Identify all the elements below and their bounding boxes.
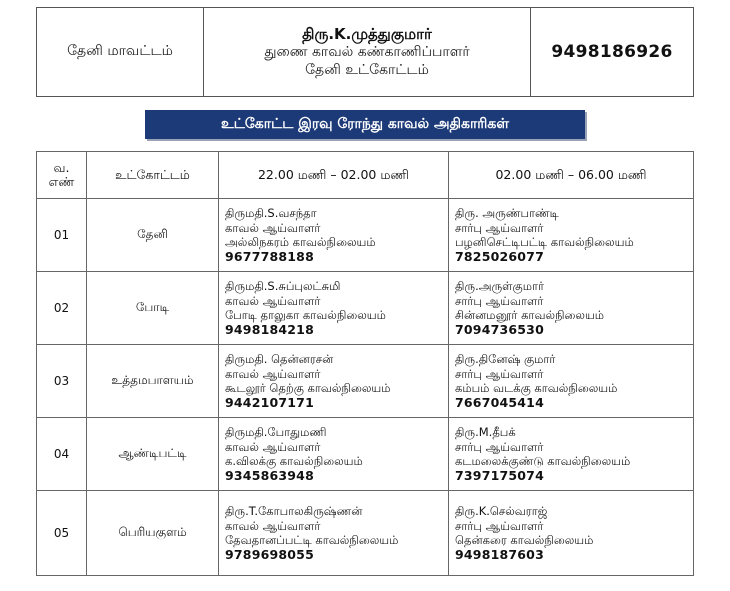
officer-phone: 9498184218 [225, 321, 314, 337]
shift2-officer [449, 418, 694, 491]
shift2-officer [449, 272, 694, 345]
officer-rank: சார்பு ஆய்வாளர் [455, 293, 544, 308]
officer-rank: சார்பு ஆய்வாளர் [455, 366, 544, 381]
shift2-officer [449, 345, 694, 418]
row-subdivision: ஆண்டிபட்டி [87, 418, 219, 491]
officer-rank: சார்பு ஆய்வாளர் [455, 220, 544, 235]
row-subdivision: பெரியகுளம் [87, 491, 219, 576]
officer-name: திரு.K.செல்வராஜ் [455, 504, 548, 518]
officer-station: பழனிசெட்டிபட்டி காவல்நிலையம் [455, 235, 634, 249]
officer-phone: 7825026077 [455, 248, 544, 264]
shift1-officer [219, 418, 449, 491]
table-row [37, 272, 694, 345]
shift1-officer [219, 199, 449, 272]
officer-name: திரு.T.கோபாலகிருஷ்ணன் [225, 504, 363, 518]
header-table [36, 7, 694, 97]
officer-rank: காவல் ஆய்வாளர் [225, 518, 321, 533]
officer-phone: 9789698055 [225, 546, 314, 562]
shift1-officer [219, 272, 449, 345]
officer-phone: 9442107171 [225, 394, 314, 410]
officer-station: அல்லிநகரம் காவல்நிலையம் [225, 235, 376, 249]
row-subdivision: உத்தமபாளயம் [87, 345, 219, 418]
officer-name: திரு.K.முத்துகுமார் [302, 25, 432, 43]
officer-rank: சார்பு ஆய்வாளர் [455, 518, 544, 533]
officer-station: கூடலூர் தெற்கு காவல்நிலையம் [225, 381, 391, 395]
officer-station: போடி தாலுகா காவல்நிலையம் [225, 308, 386, 322]
officer-rank: காவல் ஆய்வாளர் [225, 220, 321, 235]
officer-name: திருமதி. தென்னரசன் [225, 352, 334, 366]
row-sno: 02 [37, 272, 87, 345]
officer-phone: 9345863948 [225, 467, 314, 483]
officer-station: தேவதானப்பட்டி காவல்நிலையம் [225, 533, 399, 547]
row-sno: 05 [37, 491, 87, 576]
officer-station: கம்பம் வடக்கு காவல்நிலையம் [455, 381, 618, 395]
row-subdivision: தேனி [87, 199, 219, 272]
officer-phone: 7094736530 [455, 321, 544, 337]
shift1-officer [219, 345, 449, 418]
officer-name: திருமதி.S.வசந்தா [225, 206, 317, 220]
officer-phone: 9498187603 [455, 546, 544, 562]
officer-name: திரு.தினேஷ் குமார் [455, 352, 556, 366]
officer-rank: சார்பு ஆய்வாளர் [455, 439, 544, 454]
section-banner: உட்கோட்ட இரவு ரோந்து காவல் அதிகாரிகள் [145, 110, 585, 139]
row-sno: 04 [37, 418, 87, 491]
patrol-officers-table [36, 151, 694, 576]
header-shift-1: 22.00 மணி – 02.00 மணி [219, 152, 449, 199]
officer-rank: காவல் ஆய்வாளர் [225, 366, 321, 381]
shift1-officer [219, 491, 449, 576]
row-sno: 01 [37, 199, 87, 272]
table-row [37, 491, 694, 576]
officer-designation: துணை காவல் கண்காணிப்பாளர் [264, 44, 470, 60]
row-sno: 03 [37, 345, 87, 418]
officer-block [204, 8, 531, 97]
officer-station: கடமலைக்குண்டு காவல்நிலையம் [455, 454, 631, 468]
shift2-officer [449, 199, 694, 272]
row-subdivision: போடி [87, 272, 219, 345]
officer-phone: 7397175074 [455, 467, 544, 483]
table-row [37, 418, 694, 491]
officer-rank: காவல் ஆய்வாளர் [225, 439, 321, 454]
officer-name: திருமதி.S.சுப்புலட்சுமி [225, 279, 341, 293]
officer-name: திரு.அருள்குமார் [455, 279, 544, 293]
officer-station: க.விலக்கு காவல்நிலையம் [225, 454, 363, 468]
header-sno: வ. எண் [37, 152, 87, 199]
officer-phone: 7667045414 [455, 394, 544, 410]
officer-subdivision: தேனி உட்கோட்டம் [305, 62, 429, 78]
officer-station: தென்கரை காவல்நிலையம் [455, 533, 594, 547]
officer-name: திருமதி.போதுமணி [225, 425, 327, 439]
table-row [37, 199, 694, 272]
officer-name: திரு.M.தீபக் [455, 425, 516, 439]
table-row [37, 345, 694, 418]
header-subdivision: உட்கோட்டம் [87, 152, 219, 199]
officer-station: சின்னமனூர் காவல்நிலையம் [455, 308, 605, 322]
district-name: தேனி மாவட்டம் [37, 8, 204, 97]
header-shift-2: 02.00 மணி – 06.00 மணி [449, 152, 694, 199]
officer-rank: காவல் ஆய்வாளர் [225, 293, 321, 308]
officer-phone: 9498186926 [531, 8, 694, 97]
shift2-officer [449, 491, 694, 576]
officer-name: திரு. அருண்பாண்டி [455, 206, 559, 220]
table-header-row [37, 152, 694, 199]
officer-phone: 9677788188 [225, 248, 314, 264]
